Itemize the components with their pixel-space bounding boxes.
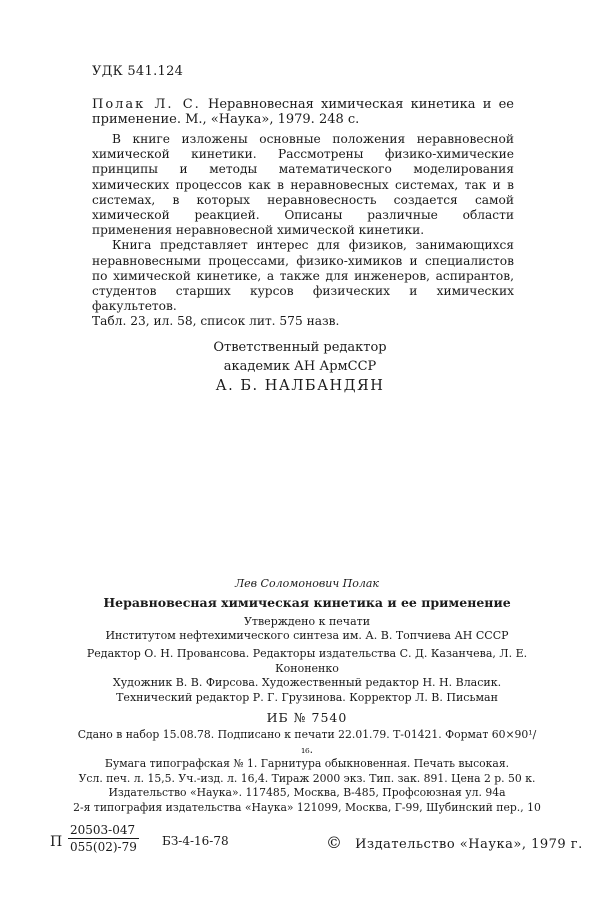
catalog-index [50, 822, 250, 868]
imprint-block [72, 577, 542, 815]
imprint-approved-by: Институтом нефтехимического синтеза им. А. В. Топчиева АН СССР [105, 629, 509, 642]
imprint-author: Лев Соломонович Полак [234, 577, 380, 590]
editor-name: А. Б. НАЛБАНДЯН [215, 378, 385, 394]
imprint-staff [72, 647, 542, 705]
abstract [92, 132, 514, 330]
editor-block [0, 338, 600, 397]
catalog-prefix: П [50, 834, 63, 850]
staff-line-3: Технический редактор Р. Г. Грузинова. Корректор Л. В. Письман [116, 690, 498, 704]
imprint-approved: Утверждено к печати [243, 615, 371, 628]
catalog-denominator: 055(02)-79 [70, 840, 137, 854]
copyright [326, 833, 583, 852]
reference-text: Неравновесная химическая кинетика и ее применение. М., «Наука», 1979. 248 с. [92, 97, 515, 127]
staff-line-1: Редактор О. Н. Провансова. Редакторы издательства С. Д. Казанчева, Л. Е. Кононенко [86, 647, 528, 675]
abstract-stats: Табл. 23, ил. 58, список лит. 575 назв. [92, 314, 340, 329]
reference-author: Полак Л. С. [92, 97, 201, 112]
udk-code: УДК 541.124 [92, 64, 184, 79]
imprint-technical [72, 728, 542, 815]
bibliographic-reference [92, 97, 514, 127]
copyright-text: Издательство «Наука», 1979 г. [355, 837, 583, 852]
tech-line-2: Бумага типографская № 1. Гарнитура обыкновенная. Печать высокая. [104, 757, 510, 771]
editor-title: академик АН АрмССР [223, 359, 377, 374]
abstract-paragraph-1: В книге изложены основные положения неравновесной химической кинетики. Рассмотрены физико-химические принципы и методы математического моделирования химических процессов как в неравновесных системах, так и в системах, в которых неравновесность создается самой химической реакцией. Описаны различные области применения неравновесной химической кинетики. [92, 132, 514, 238]
abstract-paragraph-2: Книга представляет интерес для физиков, занимающихся неравновесными процессами, физико-химиков и специалистов по химической кинетике, а также для инженеров, аспирантов, студентов старших курсов физических и химических факультетов. [92, 238, 514, 314]
tech-line-1: Сдано в набор 15.08.78. Подписано к печати 22.01.79. Т-01421. Формат 60×90¹/₁₆. [77, 728, 537, 756]
imprint-ib-number: ИБ № 7540 [266, 710, 348, 726]
editor-role: Ответственный редактор [213, 340, 387, 355]
tech-line-5: 2-я типография издательства «Наука» 121099, Москва, Г-99, Шубинский пер., 10 [73, 800, 541, 814]
tech-line-4: Издательство «Наука». 117485, Москва, В-485, Профсоюзная ул. 94а [108, 786, 506, 800]
imprint-book-title: Неравновесная химическая кинетика и ее применение [103, 595, 511, 610]
staff-line-2: Художник В. В. Фирсова. Художественный редактор Н. Н. Власик. [112, 676, 502, 690]
tech-line-3: Усл. печ. л. 15,5. Уч.-изд. л. 16,4. Тираж 2000 экз. Тип. зак. 891. Цена 2 р. 50 к. [78, 771, 536, 785]
catalog-numerator: 20503-047 [68, 822, 139, 839]
catalog-fraction [68, 822, 139, 855]
copyright-icon: © [326, 833, 343, 852]
catalog-code: БЗ-4-16-78 [162, 834, 229, 848]
